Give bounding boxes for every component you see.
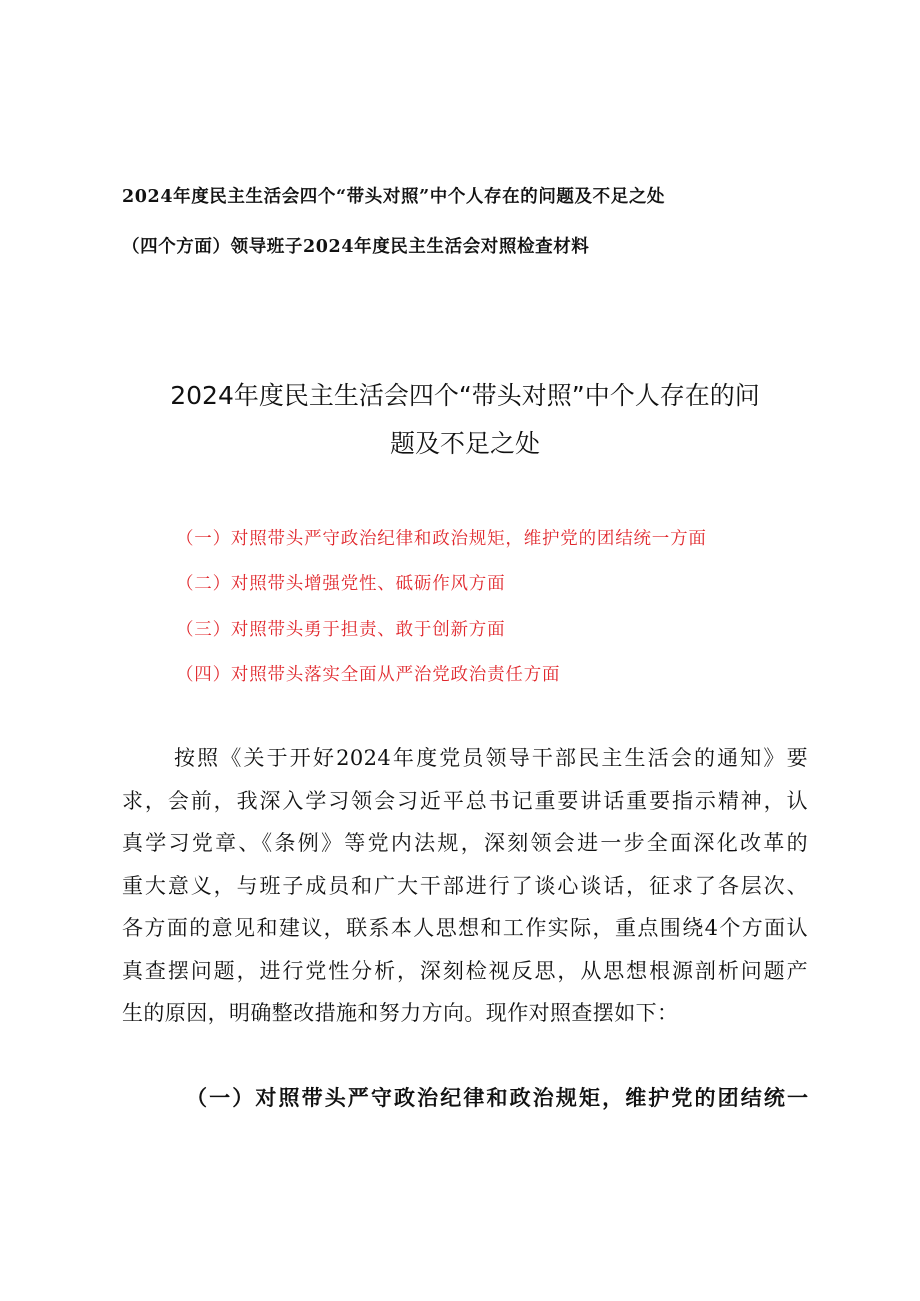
paragraph-line: 真学习党章、《条例》等党内法规，深刻领会进一步全面深化改革的 [122,831,808,855]
toc-item-1: （一）对照带头严守政治纪律和政治规矩，维护党的团结统一方面 [176,529,707,549]
main-title-line-2: 题及不足之处 [389,429,540,458]
toc-item-2: （二）对照带头增强党性、砥砺作风方面 [176,574,506,594]
intro-paragraph [122,737,808,1035]
header-title-line-1: 2024年度民主生活会四个“带头对照”中个人存在的问题及不足之处 [122,187,666,207]
main-title-line-1: 2024年度民主生活会四个“带头对照”中个人存在的问 [170,381,760,410]
toc-item-3: （三）对照带头勇于担责、敢于创新方面 [176,620,506,640]
paragraph-line: 求，会前，我深入学习领会习近平总书记重要讲话重要指示精神，认 [122,788,808,813]
toc-item-4: （四）对照带头落实全面从严治党政治责任方面 [176,665,561,685]
paragraph-line: 各方面的意见和建议，联系本人思想和工作实际，重点围绕4个方面认 [122,916,808,940]
section-heading-1: （一）对照带头严守政治纪律和政治规矩，维护党的团结统一 [186,1085,808,1110]
paragraph-line: 重大意义，与班子成员和广大干部进行了谈心谈话，征求了各层次、 [122,873,808,898]
paragraph-line: 生的原因，明确整改措施和努力方向。现作对照查摆如下： [122,1001,679,1025]
paragraph-line: 真查摆问题，进行党性分析，深刻检视反思，从思想根源剖析问题产 [122,958,808,983]
header-title-line-2: （四个方面）领导班子2024年度民主生活会对照检查材料 [122,237,590,257]
paragraph-line: 按照《关于开好2024年度党员领导干部民主生活会的通知》要 [174,746,808,770]
